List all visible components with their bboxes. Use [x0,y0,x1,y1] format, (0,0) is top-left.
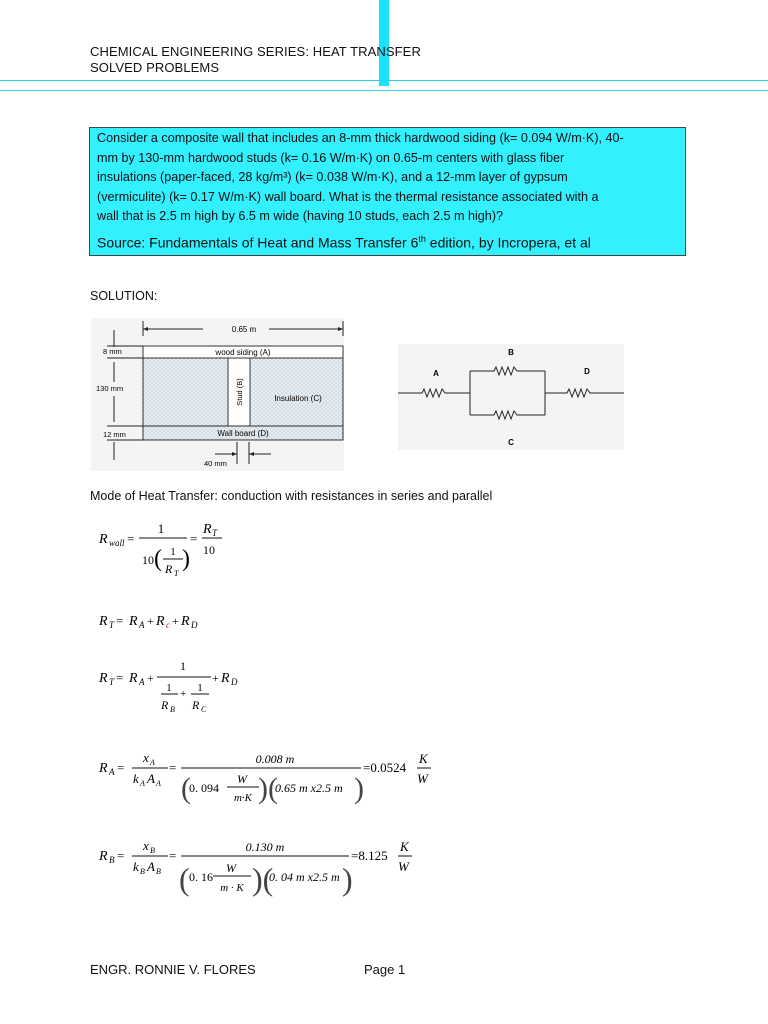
siding-label: wood siding (A) [215,348,271,357]
eq1-inner-den-sub: T [174,569,179,578]
page-header [90,44,421,76]
eq5-area-sym: A [147,859,155,874]
eq5-x: x [143,838,149,853]
problem-line: (vermiculite) (k= 0.17 W/m·K) wall board. What is the thermal resistance associated with a [97,189,599,204]
source-superscript: th [418,233,426,244]
eq4-area-sub: A [156,779,161,788]
eq3-lhs-sub: T [109,677,115,687]
header-divider-bottom [0,90,768,91]
equation-ra [99,748,439,811]
svg-text:R: R [99,614,108,629]
eq4-result-unit-den: W [417,771,428,786]
eq1-rhs-den: 10 [203,543,215,557]
eq4-unit-num: W [237,772,247,786]
eq3-a-sub: A [139,677,145,687]
eq5-result-unit-num: K [400,839,409,854]
eq4-x-sub: A [150,758,155,767]
wall-diagram [91,318,344,471]
svg-text:=: = [169,848,177,863]
svg-text:=: = [116,613,124,628]
header-subtitle: SOLVED PROBLEMS [90,60,220,75]
eq1-lhs: R [99,532,108,547]
wallboard-label: Wall board (D) [217,429,269,438]
eq3-b-num: 1 [166,682,172,694]
eq1-inner-numerator: 1 [170,546,176,558]
eq2-term1-sub: A [139,620,145,630]
insulation-label: Insulation (C) [274,394,322,403]
eq1-rhs-num-sub: T [212,528,218,538]
eq5-k-sub: B [140,867,145,876]
eq4-area-value: 0.65 m x2.5 m [275,781,343,795]
eq4-k: k [133,771,139,786]
problem-line: insulations (paper-faced, 28 kg/m³) (k= 0.038 W/m·K), and a 12-mm layer of gypsum [97,170,568,184]
eq4-lhs-sub: A [109,767,115,777]
resistor-b-label: B [508,348,514,357]
stud-label: Stud (B) [235,378,244,406]
svg-text:=: = [127,531,135,546]
source-suffix: edition, by Incropera, et al [425,234,591,251]
board-thickness-label: 12 mm [103,430,126,439]
eq3-b-sub: B [170,705,175,714]
equation-rt-parallel [99,656,259,727]
eq5-unit-den: m · K [220,882,244,894]
problem-source [97,234,679,251]
siding-thickness-label: 8 mm [103,347,122,356]
svg-text:R: R [161,698,169,712]
footer-author: ENGR. RONNIE V. FLORES [90,962,256,977]
eq4-k-sub: A [140,779,145,788]
svg-text:(: ( [154,546,162,572]
svg-text:R: R [99,849,108,864]
mode-of-heat-transfer: Mode of Heat Transfer: conduction with resistances in series and parallel [90,489,493,503]
eq4-result: =0.0524 [363,760,407,775]
svg-text:+: + [172,614,179,628]
eq5-numerator: 0.130 m [245,840,285,854]
eq1-numerator: 1 [157,521,165,536]
svg-text:)(: )( [252,861,274,897]
svg-text:=: = [117,760,125,775]
svg-text:+: + [180,688,187,700]
source-prefix: Source: Fundamentals of Heat and Mass Transfer 6 [97,234,419,251]
resistor-a [398,389,470,397]
eq1-inner-den: R [165,562,173,576]
eq3-c-num: 1 [197,682,203,694]
problem-text [97,129,679,227]
svg-text:+: + [147,671,154,685]
svg-text:): ) [342,861,353,897]
eq3-c-sub: C [201,705,207,714]
eq5-result-unit-den: W [398,859,409,874]
eq4-numerator: 0.008 m [255,752,295,766]
eq2-lhs-sub: T [109,620,115,630]
resistor-c [470,411,545,419]
resistor-b [470,367,545,375]
eq4-k-value: 0. 094 [189,781,219,795]
eq4-x: x [143,750,149,765]
equation-r-wall [99,516,239,587]
svg-text:(: ( [181,772,191,805]
core-thickness-label: 130 mm [96,384,124,393]
wall-diagram-svg [91,318,344,471]
equation-rt-sum [99,610,249,637]
resistor-d [545,389,624,397]
svg-text:R: R [129,614,138,629]
svg-text:R: R [129,671,138,686]
problem-line: wall that is 2.5 m high by 6.5 m wide (having 10 studs, each 2.5 m high)? [97,209,504,223]
problem-line: mm by 130-mm hardwood studs (k= 0.16 W/m·K) on 0.65-m centers with glass fiber [97,150,565,165]
eq5-unit-num: W [226,861,236,875]
resistance-circuit-diagram [398,344,624,450]
header-divider-top [0,80,768,81]
resistor-d-label: D [584,367,590,376]
footer-page-number: Page 1 [364,962,406,977]
equation-rb [99,836,429,905]
svg-text:R: R [156,614,165,629]
problem-statement-box [89,127,686,256]
eq1-rhs-num: R [203,522,212,537]
eq5-x-sub: B [150,846,155,855]
svg-text:=: = [117,848,125,863]
svg-text:=: = [116,670,124,685]
svg-text:=: = [190,531,198,546]
eq3-d-sub: D [231,677,238,687]
eq5-k-value: 0. 16 [189,870,213,884]
svg-text:)(: )( [258,772,278,805]
svg-text:+: + [212,671,219,685]
svg-text:+: + [147,614,154,628]
eq1-lhs-sub: wall [109,538,125,548]
resistor-c-label: C [508,438,514,447]
svg-text:=: = [169,760,177,775]
stud-width-label: 40 mm [204,459,227,468]
svg-text:): ) [354,772,364,805]
svg-text:(: ( [179,861,190,897]
eq4-unit-den: m·K [233,792,253,804]
eq4-result-unit-num: K [419,751,428,766]
svg-text:R: R [99,671,108,686]
eq3-numerator: 1 [180,659,186,673]
problem-line: Consider a composite wall that includes an 8-mm thick hardwood siding (k= 0.094 W/m·K), 40- [97,131,624,145]
eq5-area-value: 0. 04 m x2.5 m [269,870,340,884]
svg-text:R: R [221,671,230,686]
svg-text:R: R [99,761,108,776]
svg-text:R: R [181,614,190,629]
solution-label: SOLUTION: [90,289,158,303]
eq5-lhs-sub: B [109,855,115,865]
header-series-title: CHEMICAL ENGINEERING SERIES: HEAT TRANSFER [90,44,421,59]
eq2-term2-sub: c [166,620,170,630]
circuit-svg [398,344,624,450]
eq4-area-sym: A [147,771,155,786]
svg-text:): ) [182,546,190,572]
eq5-result: =8.125 [351,848,388,863]
width-label: 0.65 m [231,325,257,334]
resistor-a-label: A [433,369,439,378]
eq5-area-sub: B [156,867,161,876]
eq2-term3-sub: D [191,620,198,630]
eq1-coefficient: 10 [142,553,154,567]
svg-text:R: R [192,698,200,712]
eq5-k: k [133,859,139,874]
